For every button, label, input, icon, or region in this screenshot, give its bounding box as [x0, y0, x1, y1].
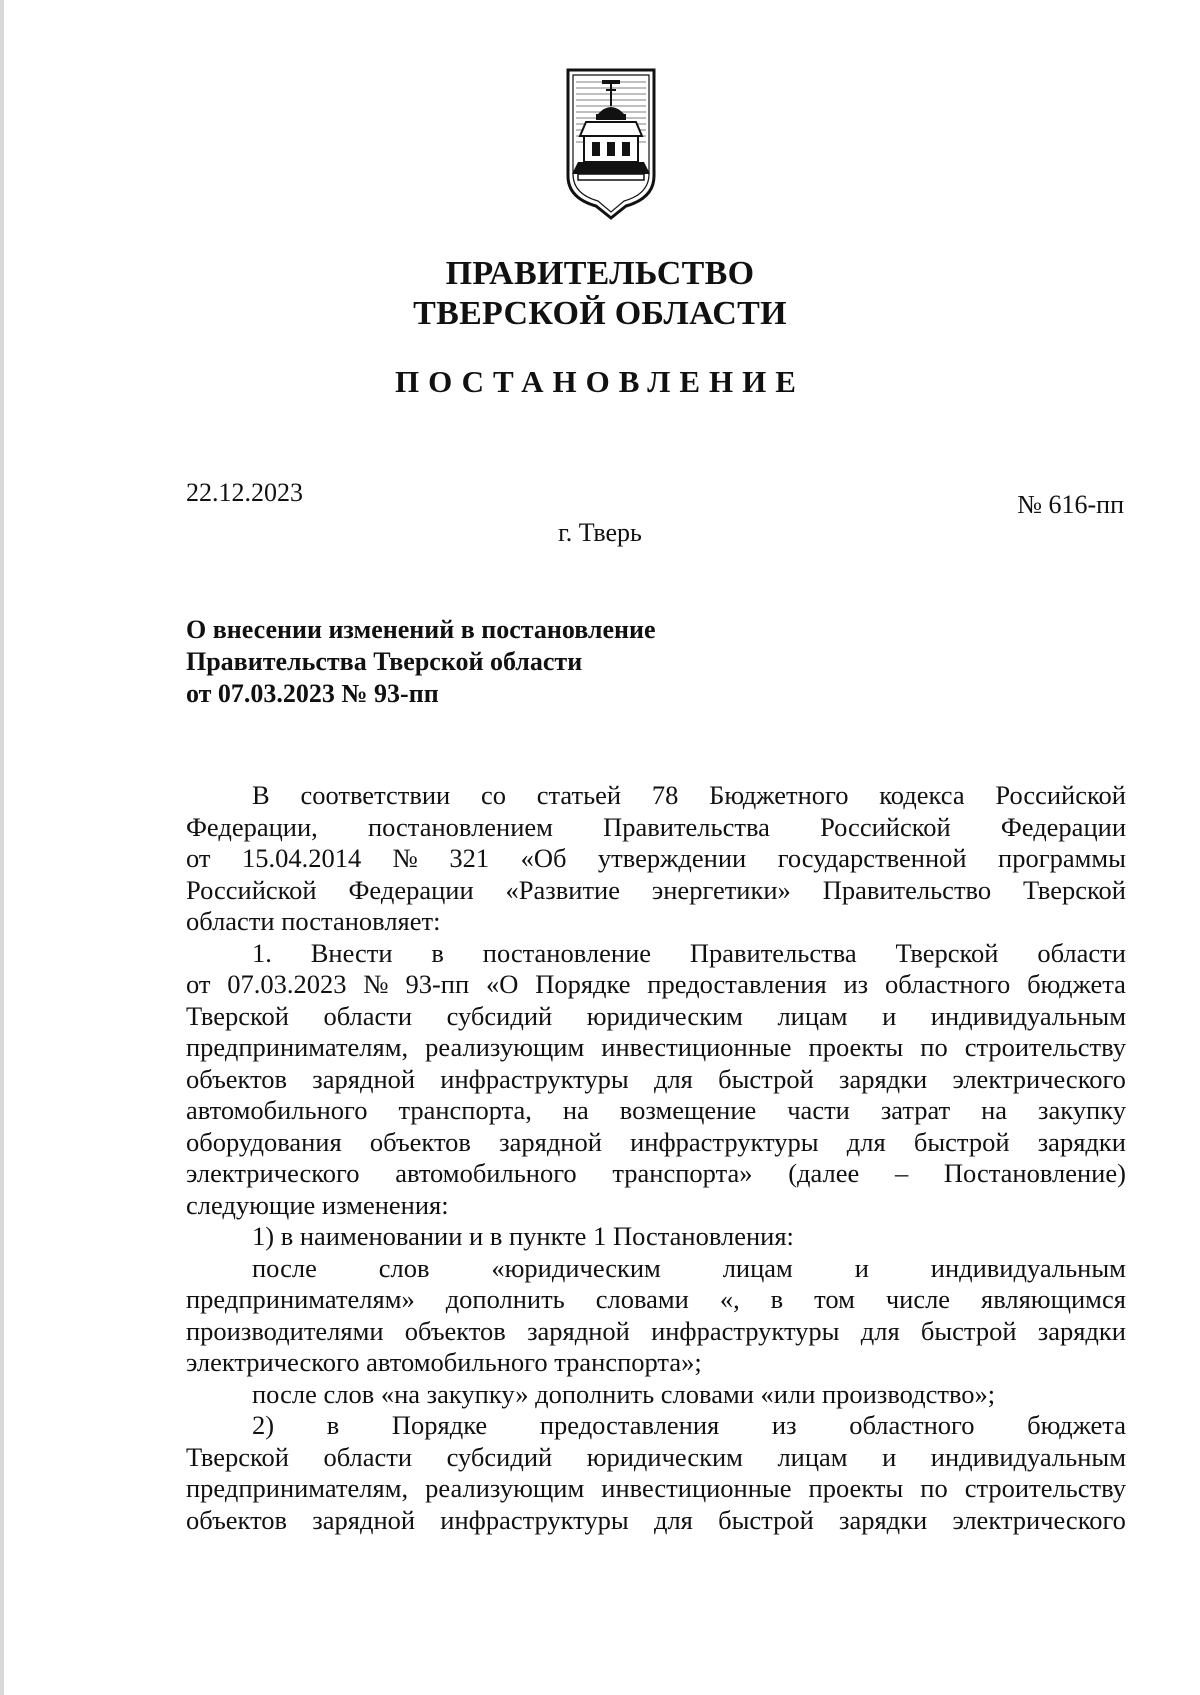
document-type: ПОСТАНОВЛЕНИЕ [395, 364, 805, 399]
body-line: предпринимателям, реализующим инвестиционные проекты по строительству [186, 1032, 1126, 1062]
body-line: предпринимателям, реализующим инвестиционные проекты по строительству [186, 1473, 1126, 1503]
body-line: производителями объектов зарядной инфраструктуры для быстрой зарядки [186, 1315, 1126, 1346]
body-line: Федерации, постановлением Правительства Российской Федерации [186, 811, 1126, 842]
document-body [186, 780, 1126, 1536]
body-line: электрического автомобильного транспорта» (далее – Постановление) [186, 1158, 1126, 1188]
body-line: Тверской области субсидий юридическим лицам и индивидуальным [186, 1000, 1126, 1031]
tver-coat-of-arms-icon [564, 66, 658, 222]
body-line: автомобильного транспорта, на возмещение части затрат на закупку [186, 1095, 1126, 1125]
body-line: от 07.03.2023 № 93-пп «О Порядке предоставления из областного бюджета [186, 969, 1126, 999]
subject-line: Правительства Тверской области [186, 647, 583, 676]
body-line: электрического автомобильного транспорта»; [186, 1347, 702, 1377]
body-line: после слов «юридическим лицам и индивидуальным [252, 1252, 1126, 1283]
organization-name-line-1: ПРАВИТЕЛЬСТВО [445, 255, 755, 292]
body-line: В соответствии со статьей 78 Бюджетного кодекса Российской [252, 780, 1126, 810]
body-line: области постановляет: [186, 906, 441, 936]
document-date: 22.12.2023 [186, 478, 303, 507]
body-line: предпринимателям» дополнить словами «, в том числе являющимся [186, 1284, 1126, 1314]
body-line: объектов зарядной инфраструктуры для быстрой зарядки электрического [186, 1504, 1126, 1535]
body-line: после слов «на закупку» дополнить словами «или производство»; [252, 1378, 996, 1409]
body-line: объектов зарядной инфраструктуры для быстрой зарядки электрического [186, 1063, 1126, 1094]
body-line: 1. Внести в постановление Правительства Тверской области [252, 937, 1126, 968]
body-line: 1) в наименовании и в пункте 1 Постановления: [252, 1221, 794, 1251]
body-line: от 15.04.2014 № 321 «Об утверждении государственной программы [186, 843, 1126, 873]
body-line: 2) в Порядке предоставления из областного бюджета [252, 1410, 1126, 1440]
body-line: оборудования объектов зарядной инфраструктуры для быстрой зарядки [186, 1126, 1126, 1157]
document-number: № 616-пп [1017, 490, 1124, 519]
body-line: Тверской области субсидий юридическим лицам и индивидуальным [186, 1441, 1126, 1472]
document-city: г. Тверь [558, 518, 642, 547]
subject-line: от 07.03.2023 № 93-пп [186, 679, 439, 708]
body-line: следующие изменения: [186, 1189, 449, 1220]
body-line: Российской Федерации «Развитие энергетики» Правительство Тверской [186, 874, 1126, 905]
organization-name-line-2: ТВЕРСКОЙ ОБЛАСТИ [413, 295, 787, 332]
document-subject [186, 614, 656, 710]
subject-line: О внесении изменений в постановление [186, 615, 656, 644]
